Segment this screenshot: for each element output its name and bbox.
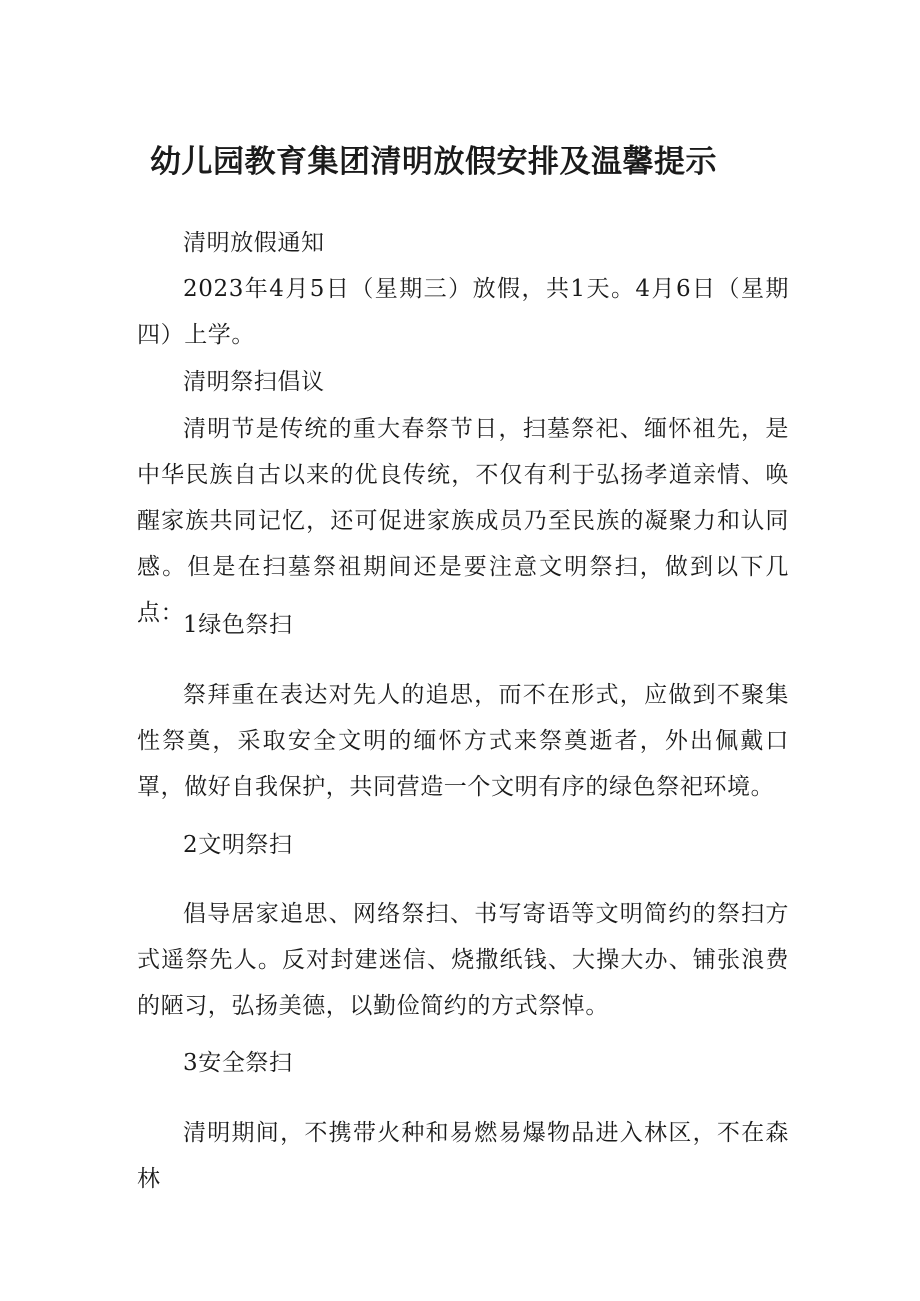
section-heading-holiday-notice: 清明放假通知	[183, 230, 325, 256]
paragraph-safe-sweeping: 清明期间，不携带火种和易燃易爆物品进入林区，不在森林	[137, 1120, 789, 1192]
item-heading-civilized-sweeping: 2文明祭扫	[183, 832, 293, 858]
item-heading-green-sweeping: 1绿色祭扫	[183, 612, 293, 638]
item-heading-safe-sweeping: 3安全祭扫	[183, 1050, 293, 1076]
paragraph-civilized-sweeping: 倡导居家追思、网络祭扫、书写寄语等文明简约的祭扫方式遥祭先人。反对封建迷信、烧撒纸钱、大操大办、铺张浪费的陋习，弘扬美德，以勤俭简约的方式祭悼。	[137, 901, 789, 1019]
paragraph-green-sweeping: 祭拜重在表达对先人的追思，而不在形式，应做到不聚集性祭奠，采取安全文明的缅怀方式来祭奠逝者，外出佩戴口罩，做好自我保护，共同营造一个文明有序的绿色祭祀环境。	[137, 682, 789, 800]
section-heading-tomb-sweeping-proposal: 清明祭扫倡议	[183, 369, 325, 395]
paragraph-qingming-intro: 清明节是传统的重大春祭节日，扫墓祭祀、缅怀祖先，是中华民族自古以来的优良传统，不仅有利于弘扬孝道亲情、唤醒家族共同记忆，还可促进家族成员乃至民族的凝聚力和认同感。但是在扫墓祭祖期间还是要注意文明祭扫，做到以下几点：	[137, 416, 789, 626]
paragraph-holiday-dates: 2023年4月5日（星期三）放假，共1天。4月6日（星期四）上学。	[137, 276, 789, 348]
document-title: 幼儿园教育集团清明放假安排及温馨提示	[150, 144, 717, 180]
